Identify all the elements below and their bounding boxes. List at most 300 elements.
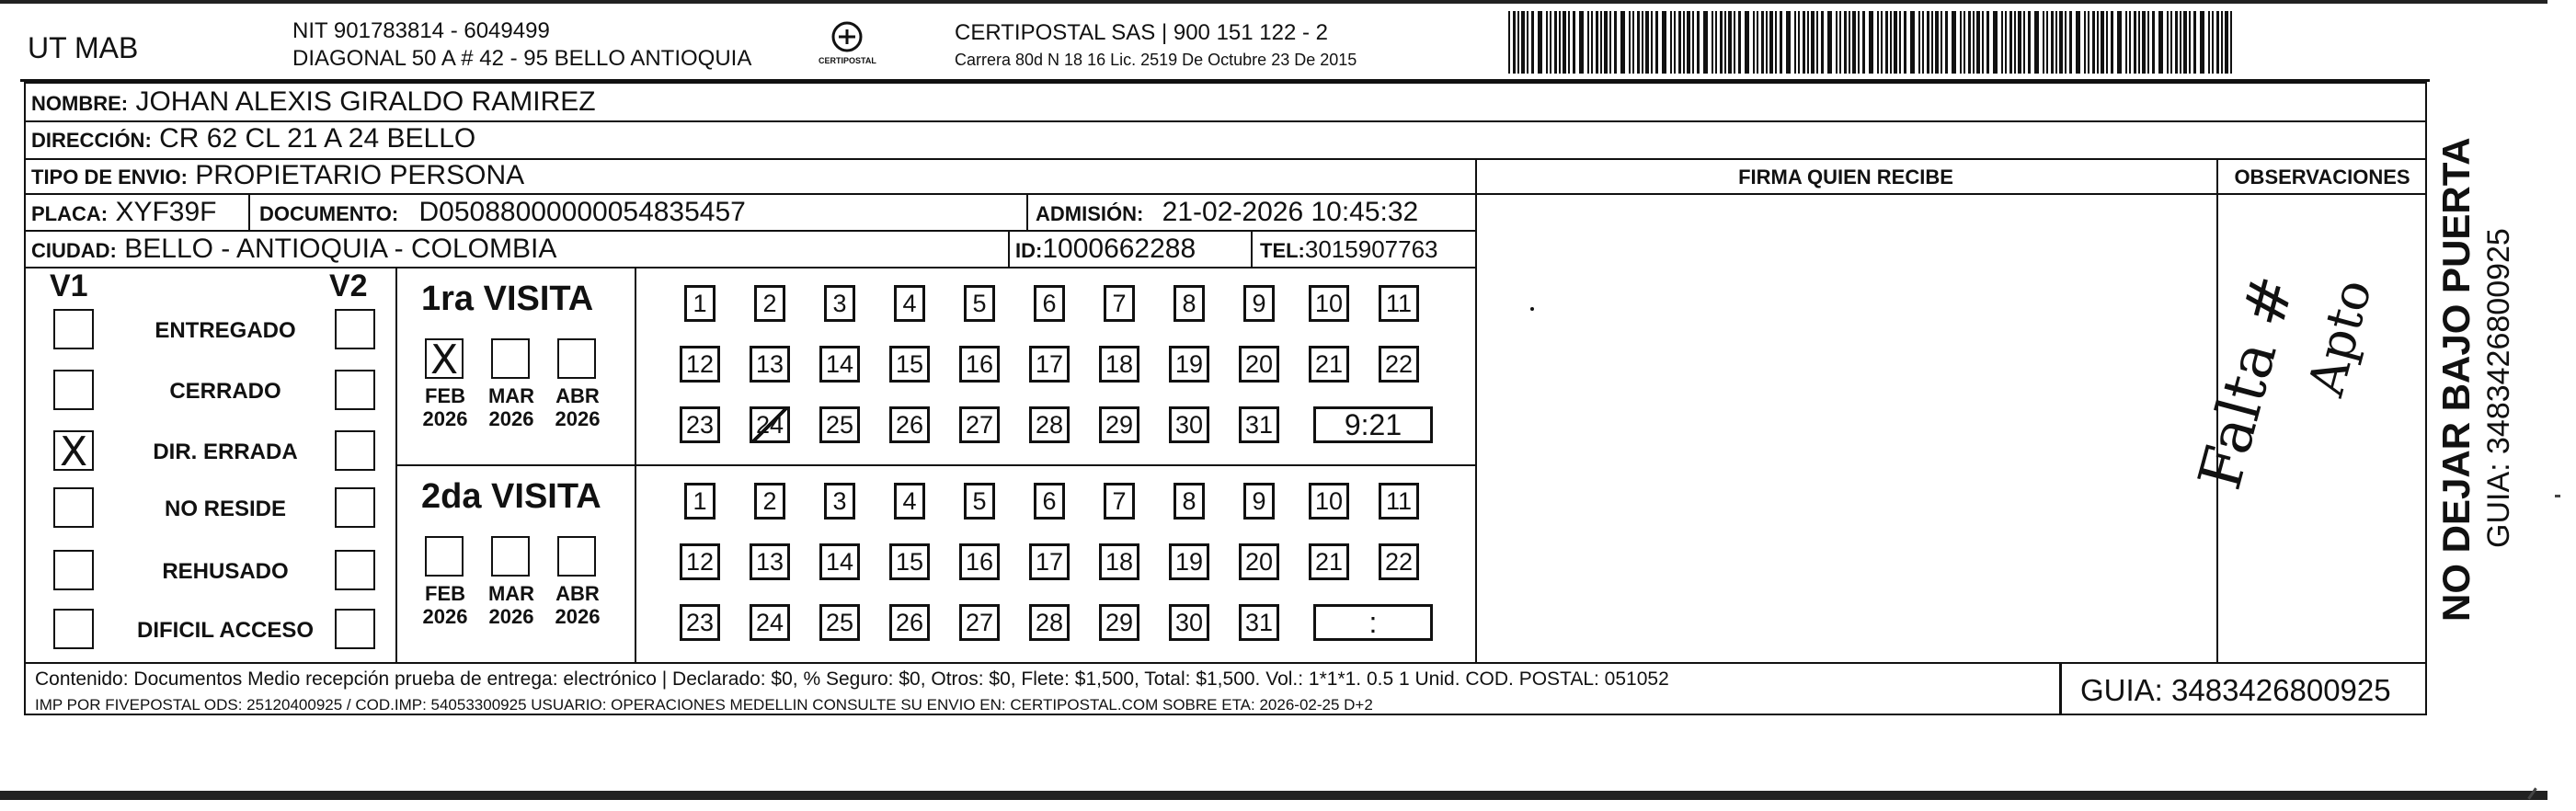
admision-value: 21-02-2026 10:45:32 <box>1162 197 1419 227</box>
barcode-bar <box>2043 11 2044 74</box>
check-mark: X <box>60 428 88 475</box>
day-box[interactable]: 30 <box>1169 604 1209 641</box>
day-box[interactable]: 30 <box>1169 406 1209 443</box>
visit-month-divider <box>635 267 636 664</box>
day-box[interactable]: 8 <box>1174 483 1205 520</box>
status-label: REHUSADO <box>162 559 289 584</box>
month-label <box>486 582 537 629</box>
day-box[interactable]: 29 <box>1099 604 1139 641</box>
barcode-bar <box>1745 11 1749 74</box>
barcode-bar <box>2009 11 2012 74</box>
check-mark: X <box>430 337 459 383</box>
month-label <box>552 384 603 431</box>
status-label: NO RESIDE <box>164 497 287 521</box>
barcode-bar <box>1968 11 1971 74</box>
documento-row <box>259 199 746 226</box>
day-box[interactable]: 31 <box>1239 604 1279 641</box>
barcode-bar <box>1839 11 1841 74</box>
ciudad-label: CIUDAD: <box>31 239 117 262</box>
nombre-label: NOMBRE: <box>31 92 129 115</box>
barcode-bar <box>2088 11 2089 74</box>
day-box[interactable]: 13 <box>750 543 790 580</box>
barcode-bar <box>1794 11 1796 74</box>
id-value: 1000662288 <box>1042 234 1196 264</box>
barcode-bar <box>2170 11 2172 74</box>
v2-checkbox[interactable] <box>335 370 375 410</box>
barcode-bar <box>1922 11 1924 74</box>
day-box[interactable]: 16 <box>959 346 1000 383</box>
barcode-bar <box>1596 11 1598 74</box>
day-box[interactable]: 27 <box>959 406 1000 443</box>
footer-guia: GUIA: 3483426800925 <box>2080 673 2391 707</box>
day-box[interactable]: 13 <box>750 346 790 383</box>
barcode-bar <box>2125 11 2127 74</box>
tel-row <box>1260 237 1438 261</box>
v1-checkbox[interactable] <box>53 370 94 410</box>
day-box[interactable]: 11 <box>1379 483 1419 520</box>
side-warning: NO DEJAR BAJO PUERTA <box>2434 137 2478 622</box>
day-box[interactable]: 27 <box>959 604 1000 641</box>
barcode-bar <box>1670 11 1672 74</box>
barcode-bar <box>2147 11 2149 74</box>
admision-row <box>1036 199 1418 226</box>
barcode-bar <box>1651 11 1653 74</box>
barcode-bar <box>2180 11 2181 74</box>
day-box[interactable]: 6 <box>1034 285 1065 322</box>
barcode-bar <box>2175 11 2178 74</box>
barcode-bar <box>1720 11 1723 74</box>
barcode-bar <box>2106 11 2108 74</box>
barcode-bar <box>1960 11 1962 74</box>
day-box[interactable]: 22 <box>1379 543 1419 580</box>
day-box[interactable]: 1 <box>684 285 716 322</box>
firma-area[interactable] <box>1477 195 2216 662</box>
month-year: 2026 <box>555 605 601 629</box>
day-box[interactable]: 26 <box>889 406 930 443</box>
barcode-bar <box>2142 11 2146 74</box>
certipostal-logo <box>815 18 879 74</box>
day-box[interactable]: 20 <box>1239 543 1279 580</box>
month-name: ABR <box>555 582 600 605</box>
barcode-bar <box>1655 11 1658 74</box>
barcode-bar <box>1858 11 1860 74</box>
barcode-bar <box>1931 11 1933 74</box>
day-box[interactable]: 17 <box>1029 543 1070 580</box>
month-year: 2026 <box>488 605 534 629</box>
tel-divider <box>1251 230 1253 267</box>
barcode-bar <box>2216 11 2219 74</box>
admision-divider <box>1026 193 1028 230</box>
tipo-label: TIPO DE ENVIO: <box>31 166 188 188</box>
month-checkbox[interactable] <box>491 536 530 577</box>
barcode-bar <box>2097 11 2099 74</box>
month-year: 2026 <box>422 407 468 431</box>
day-box[interactable]: 28 <box>1029 604 1070 641</box>
barcode-bar <box>2018 11 2021 74</box>
barcode-bar <box>2129 11 2131 74</box>
day-box[interactable]: 23 <box>680 604 720 641</box>
barcode-bar <box>1527 11 1528 74</box>
barcode-bar <box>1869 11 1873 74</box>
day-box[interactable]: 5 <box>964 285 995 322</box>
day-box[interactable]: 10 <box>1309 285 1349 322</box>
day-box[interactable]: 22 <box>1379 346 1419 383</box>
certipostal-name: CERTIPOSTAL SAS | 900 151 122 - 2 <box>955 20 1328 45</box>
barcode-bar <box>1862 11 1865 74</box>
barcode-bar <box>1775 11 1777 74</box>
documento-label: DOCUMENTO: <box>259 202 399 225</box>
barcode-bar <box>1766 11 1768 74</box>
barcode-bar <box>2134 11 2136 74</box>
barcode-bar <box>1786 11 1791 74</box>
day-box[interactable]: 25 <box>819 406 860 443</box>
id-divider <box>1008 230 1010 267</box>
day-box[interactable]: 9 <box>1243 285 1275 322</box>
barcode-bar <box>1692 11 1694 74</box>
day-box[interactable]: 6 <box>1034 483 1065 520</box>
day-box[interactable]: 7 <box>1104 285 1135 322</box>
barcode-bar <box>2193 11 2196 74</box>
month-name: ABR <box>555 384 600 407</box>
tipo-row <box>31 162 524 189</box>
v2-checkbox[interactable] <box>335 550 375 590</box>
v2-checkbox[interactable] <box>335 487 375 528</box>
row-line <box>24 120 2427 122</box>
barcode-bar <box>1637 11 1640 74</box>
barcode-bar <box>2208 11 2210 74</box>
day-box[interactable]: 5 <box>964 483 995 520</box>
status-label: ENTREGADO <box>155 318 296 343</box>
nombre-value: JOHAN ALEXIS GIRALDO RAMIREZ <box>135 86 596 117</box>
observation-text: Falta # <box>2186 268 2308 497</box>
day-box[interactable]: 15 <box>889 346 930 383</box>
day-box[interactable]: 1 <box>684 483 716 520</box>
barcode-bar <box>1587 11 1589 74</box>
ciudad-row <box>31 235 556 263</box>
day-box[interactable]: 26 <box>889 604 930 641</box>
barcode-bar <box>1910 11 1915 74</box>
day-box[interactable]: 25 <box>819 604 860 641</box>
barcode-bar <box>1715 11 1717 74</box>
barcode-bar <box>1546 11 1548 74</box>
documento-value: D05088000000054835457 <box>418 197 746 227</box>
month-checkbox[interactable] <box>491 338 530 379</box>
direccion-label: DIRECCIÓN: <box>31 129 152 152</box>
status-label: DIFICIL ACCESO <box>136 618 314 643</box>
barcode-bar <box>1993 11 1998 74</box>
barcode-bar <box>1798 11 1800 74</box>
visit-title: 2da VISITA <box>421 477 601 516</box>
barcode-bar <box>2152 11 2155 74</box>
placa-label: PLACA: <box>31 202 109 225</box>
day-box[interactable]: 18 <box>1099 346 1139 383</box>
signature-dot <box>1530 307 1534 311</box>
day-box-marked[interactable]: 24 <box>750 406 790 443</box>
scan-bottom-edge <box>0 791 2547 800</box>
barcode-bar <box>1683 11 1685 74</box>
day-box[interactable]: 2 <box>754 483 785 520</box>
barcode-bar <box>1662 11 1666 74</box>
v1-checkbox[interactable] <box>53 609 94 649</box>
visit-title: 1ra VISITA <box>421 280 594 318</box>
barcode <box>1508 11 2244 74</box>
barcode-bar <box>1687 11 1690 74</box>
barcode-bar <box>1614 11 1617 74</box>
barcode-bar <box>1918 11 1920 74</box>
barcode-bar <box>1769 11 1773 74</box>
day-box[interactable]: 12 <box>680 543 720 580</box>
nombre-row <box>31 88 596 116</box>
v1-header: V1 <box>50 268 88 303</box>
day-box[interactable]: 4 <box>894 285 925 322</box>
barcode-bar <box>1827 11 1832 74</box>
day-box[interactable]: 20 <box>1239 346 1279 383</box>
barcode-bar <box>1604 11 1608 74</box>
barcode-bar <box>2028 11 2031 74</box>
barcode-bar <box>2046 11 2048 74</box>
barcode-bar <box>1894 11 1897 74</box>
company-address: DIAGONAL 50 A # 42 - 95 BELLO ANTIOQUIA <box>292 46 752 71</box>
day-box[interactable]: 16 <box>959 543 1000 580</box>
barcode-bar <box>1531 11 1534 74</box>
barcode-bar <box>1620 11 1625 74</box>
barcode-bar <box>2167 11 2169 74</box>
month-label <box>486 384 537 431</box>
barcode-bar <box>1803 11 1805 74</box>
direccion-value: CR 62 CL 21 A 24 BELLO <box>159 123 476 154</box>
tipo-value: PROPIETARIO PERSONA <box>195 160 525 190</box>
barcode-bar <box>1728 11 1732 74</box>
barcode-bar <box>1513 11 1516 74</box>
day-box[interactable]: 14 <box>819 346 860 383</box>
day-box[interactable]: 12 <box>680 346 720 383</box>
company-name: UT MAB <box>28 31 139 64</box>
month-label <box>419 384 471 431</box>
v1-checkbox[interactable] <box>53 487 94 528</box>
ciudad-value: BELLO - ANTIOQUIA - COLOMBIA <box>124 234 557 264</box>
barcode-bar <box>2230 11 2232 74</box>
barcode-bar <box>1973 11 1975 74</box>
status-label: CERRADO <box>169 379 281 404</box>
day-box[interactable]: 19 <box>1169 543 1209 580</box>
month-checkbox[interactable] <box>557 338 596 379</box>
barcode-bar <box>1712 11 1713 74</box>
barcode-bar <box>1952 11 1956 74</box>
scan-speck <box>2555 495 2560 497</box>
v1-checkbox[interactable] <box>53 550 94 590</box>
barcode-bar <box>1645 11 1649 74</box>
barcode-bar <box>1678 11 1681 74</box>
month-name: FEB <box>425 384 465 407</box>
barcode-bar <box>1945 11 1948 74</box>
barcode-bar <box>2138 11 2140 74</box>
barcode-bar <box>1579 11 1584 74</box>
barcode-bar <box>1703 11 1708 74</box>
barcode-bar <box>2111 11 2113 74</box>
day-box[interactable]: 3 <box>824 285 855 322</box>
side-guia: GUIA: 3483426800925 <box>2481 228 2516 548</box>
month-checkbox[interactable] <box>425 536 464 577</box>
barcode-bar <box>1811 11 1815 74</box>
firma-header: FIRMA QUIEN RECIBE <box>1738 166 1953 188</box>
certipostal-license: Carrera 80d N 18 16 Lic. 2519 De Octubre 23 De 2015 <box>955 51 1357 69</box>
barcode-bar <box>2001 11 2003 74</box>
footer-line2: IMP POR FIVEPOSTAL ODS: 25120400925 / COD.IMP: 54053300925 USUARIO: OPERACIONES MEDELLIN CONSULTE SU ENVIO EN: CERTIPOSTAL.COM SOBRE ETA: 2026-02-25 D+2 <box>35 696 1373 714</box>
barcode-bar <box>1521 11 1525 74</box>
day-box[interactable]: 21 <box>1309 543 1349 580</box>
month-label <box>419 582 471 629</box>
barcode-bar <box>1982 11 1984 74</box>
barcode-bar <box>1554 11 1557 74</box>
barcode-bar <box>1836 11 1838 74</box>
company-nit: NIT 901783814 - 6049499 <box>292 18 550 43</box>
day-box[interactable]: 15 <box>889 543 930 580</box>
barcode-bar <box>1890 11 1892 74</box>
barcode-bar <box>1881 11 1883 74</box>
day-box[interactable]: 4 <box>894 483 925 520</box>
day-box[interactable]: 21 <box>1309 346 1349 383</box>
barcode-bar <box>1632 11 1634 74</box>
placa-value: XYF39F <box>115 197 217 227</box>
barcode-bar <box>2117 11 2122 74</box>
barcode-bar <box>2189 11 2191 74</box>
barcode-bar <box>1517 11 1519 74</box>
placa-divider <box>248 193 250 230</box>
time-box[interactable]: : <box>1313 604 1433 641</box>
month-year: 2026 <box>422 605 468 629</box>
day-box[interactable]: 10 <box>1309 483 1349 520</box>
observation-handwriting <box>2186 195 2426 662</box>
barcode-bar <box>2158 11 2163 74</box>
barcode-bar <box>1904 11 1906 74</box>
day-box[interactable]: 18 <box>1099 543 1139 580</box>
scan-top-edge <box>0 0 2547 4</box>
barcode-bar <box>1559 11 1561 74</box>
barcode-bar <box>1821 11 1824 74</box>
barcode-bar <box>2055 11 2057 74</box>
barcode-bar <box>1927 11 1929 74</box>
v2-header: V2 <box>329 268 368 303</box>
barcode-bar <box>2183 11 2187 74</box>
month-checkbox[interactable] <box>425 337 464 383</box>
day-box[interactable]: 19 <box>1169 346 1209 383</box>
barcode-bar <box>1642 11 1643 74</box>
month-year: 2026 <box>555 407 601 431</box>
time-box[interactable]: 9:21 <box>1313 406 1433 443</box>
day-box[interactable]: 17 <box>1029 346 1070 383</box>
barcode-bar <box>1563 11 1566 74</box>
barcode-bar <box>1976 11 1980 74</box>
barcode-bar <box>1629 11 1631 74</box>
status-label: DIR. ERRADA <box>153 440 298 464</box>
tel-value: 3015907763 <box>1304 235 1438 263</box>
month-name: MAR <box>487 582 535 605</box>
barcode-bar <box>2065 11 2067 74</box>
barcode-bar <box>2023 11 2025 74</box>
barcode-bar <box>1697 11 1700 74</box>
month-name: MAR <box>487 384 535 407</box>
barcode-bar <box>1550 11 1551 74</box>
barcode-bar <box>1674 11 1676 74</box>
month-checkbox[interactable] <box>557 536 596 577</box>
barcode-bar <box>2092 11 2095 74</box>
barcode-bar <box>2076 11 2080 74</box>
observaciones-header: OBSERVACIONES <box>2234 166 2410 188</box>
month-year: 2026 <box>488 407 534 431</box>
day-box[interactable]: 9 <box>1243 483 1275 520</box>
day-box[interactable]: 29 <box>1099 406 1139 443</box>
barcode-bar <box>1734 11 1735 74</box>
v2-checkbox[interactable] <box>335 309 375 349</box>
footer-line1: Contenido: Documentos Medio recepción prueba de entrega: electrónico | Declarado: $0, % Seguro: $0, Otros: $0, Flete: $1,500, Total: $1,500. Vol.: 1*1*1. 0.5 1 Unid. COD. POSTAL: 051052 <box>35 668 1669 690</box>
barcode-bar <box>2059 11 2063 74</box>
v1-checkbox[interactable] <box>53 309 94 349</box>
barcode-bar <box>2069 11 2072 74</box>
visit-divider <box>395 464 1475 466</box>
logo-text: CERTIPOSTAL <box>819 56 876 65</box>
barcode-bar <box>1963 11 1965 74</box>
row-line <box>24 230 1477 232</box>
barcode-bar <box>1508 11 1510 74</box>
month-name: FEB <box>425 582 465 605</box>
day-box[interactable]: 3 <box>824 483 855 520</box>
day-box[interactable]: 24 <box>750 604 790 641</box>
barcode-bar <box>2084 11 2086 74</box>
barcode-bar <box>1844 11 1847 74</box>
month-label <box>552 582 603 629</box>
admision-label: ADMISIÓN: <box>1036 202 1144 225</box>
barcode-bar <box>1538 11 1542 74</box>
barcode-bar <box>1877 11 1879 74</box>
v2-checkbox[interactable] <box>335 609 375 649</box>
barcode-bar <box>1816 11 1818 74</box>
barcode-bar <box>1807 11 1809 74</box>
tel-label: TEL: <box>1260 239 1305 262</box>
barcode-bar <box>1986 11 1989 74</box>
barcode-bar <box>1724 11 1726 74</box>
day-box[interactable]: 14 <box>819 543 860 580</box>
barcode-bar <box>2034 11 2039 74</box>
barcode-bar <box>1761 11 1764 74</box>
day-box[interactable]: 8 <box>1174 285 1205 322</box>
row-line <box>24 267 1477 268</box>
day-box[interactable]: 11 <box>1379 285 1419 322</box>
footer-frame <box>24 662 2061 715</box>
barcode-bar <box>1885 11 1888 74</box>
day-box[interactable]: 31 <box>1239 406 1279 443</box>
barcode-bar <box>1941 11 1942 74</box>
barcode-bar <box>2200 11 2204 74</box>
barcode-bar <box>1600 11 1602 74</box>
barcode-bar <box>1568 11 1570 74</box>
v1-checkbox[interactable] <box>53 428 94 475</box>
barcode-bar <box>1573 11 1575 74</box>
day-box[interactable]: 2 <box>754 285 785 322</box>
barcode-bar <box>2101 11 2104 74</box>
day-box[interactable]: 28 <box>1029 406 1070 443</box>
barcode-bar <box>1899 11 1901 74</box>
id-row <box>1015 235 1196 263</box>
barcode-bar <box>1753 11 1755 74</box>
day-box[interactable]: 23 <box>680 406 720 443</box>
barcode-bar <box>1849 11 1850 74</box>
day-box[interactable]: 7 <box>1104 483 1135 520</box>
v2-checkbox[interactable] <box>335 430 375 471</box>
barcode-bar <box>2005 11 2007 74</box>
barcode-bar <box>2225 11 2228 74</box>
id-label: ID: <box>1015 239 1043 262</box>
barcode-bar <box>1935 11 1939 74</box>
